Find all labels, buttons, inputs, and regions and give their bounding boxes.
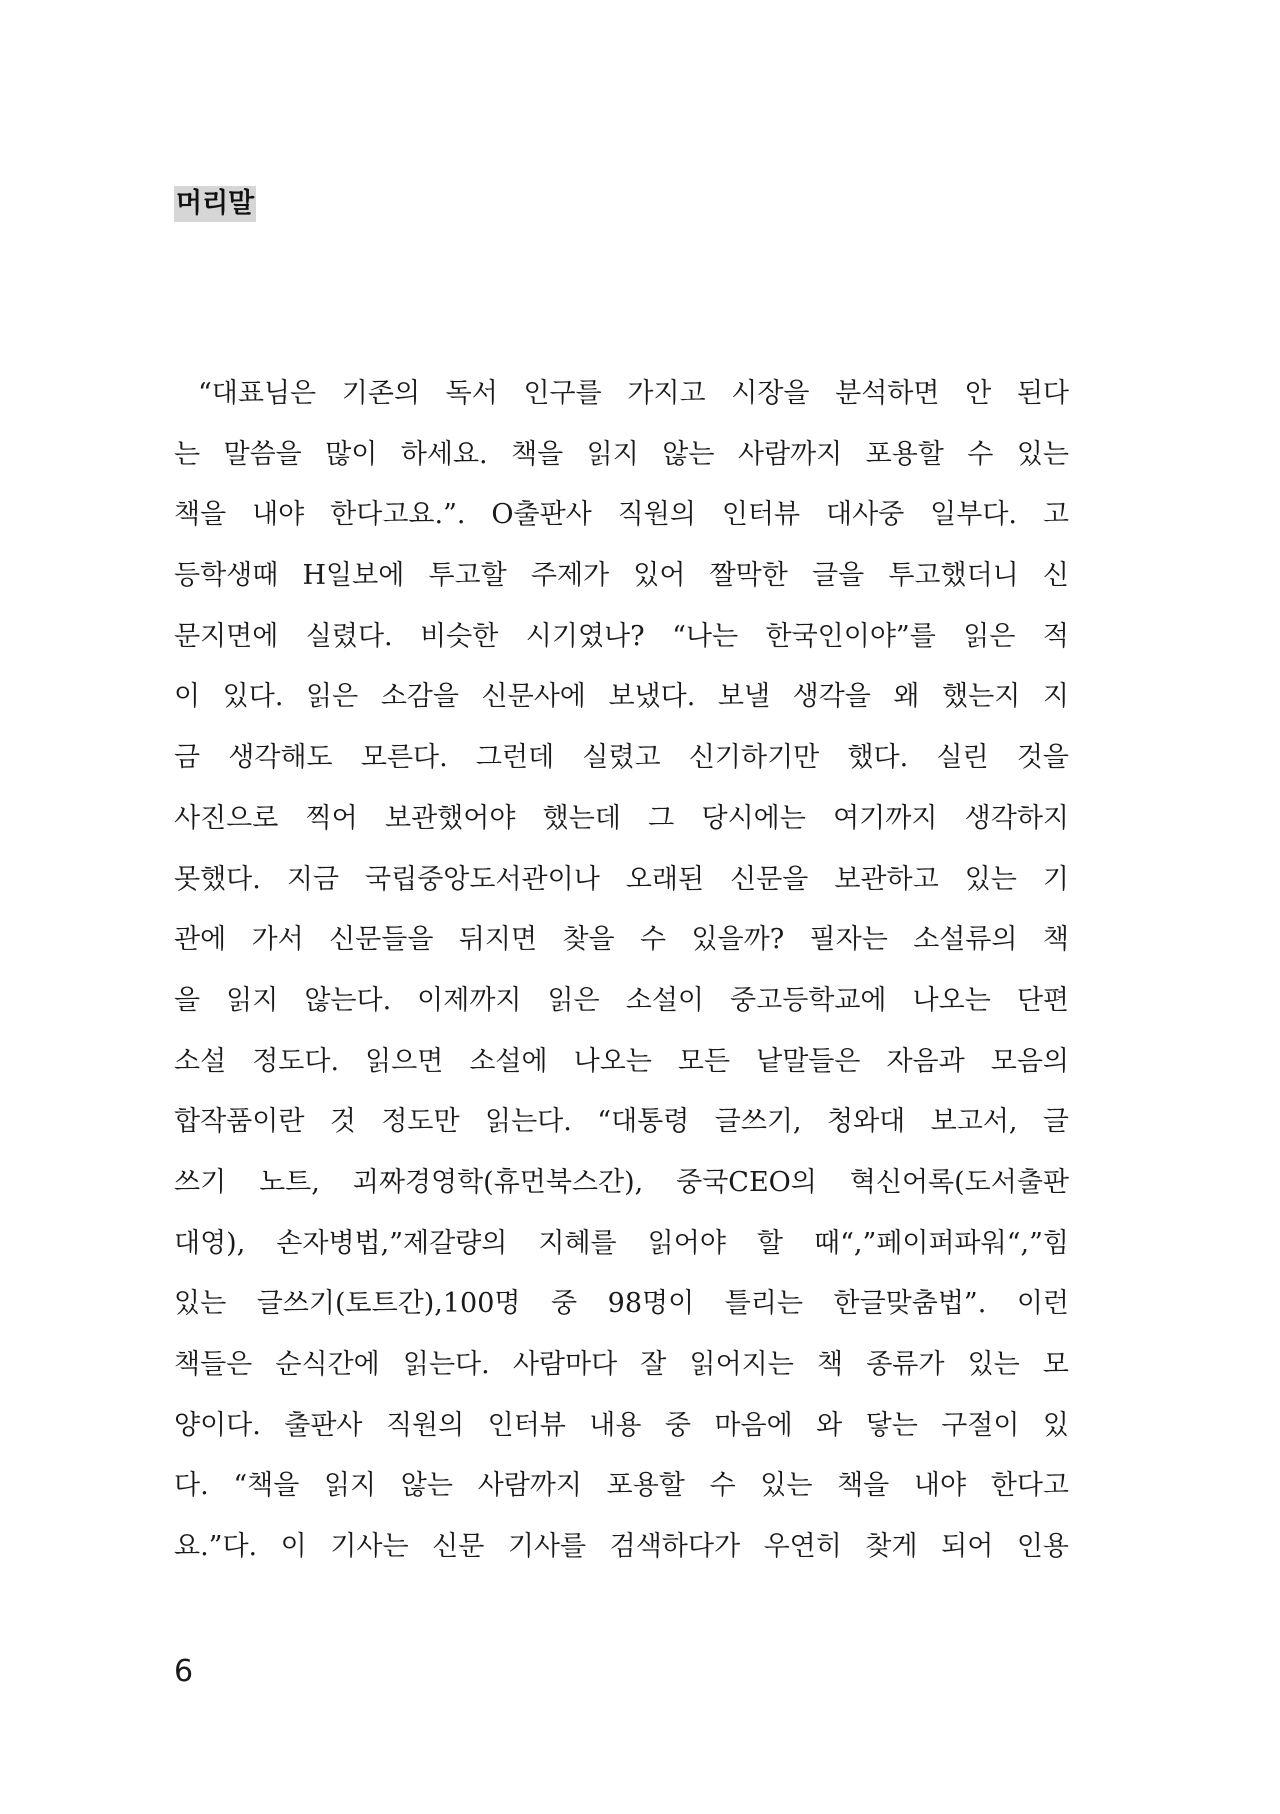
text-line: 있는 글쓰기(토트간),100명 중 98명이 틀리는 한글맞춤법”. 이런 bbox=[174, 1288, 1069, 1320]
text-line: 을 읽지 않는다. 이제까지 읽은 소설이 중고등학교에 나오는 단편 bbox=[174, 984, 1069, 1016]
text-line: 다. “책을 읽지 않는 사람까지 포용할 수 있는 책을 내야 한다고 bbox=[174, 1470, 1069, 1502]
text-line: 양이다. 출판사 직원의 인터뷰 내용 중 마음에 와 닿는 구절이 있 bbox=[174, 1409, 1069, 1441]
text-line: 대영), 손자병법,”제갈량의 지혜를 읽어야 할 때“,”페이퍼파워“,”힘 bbox=[174, 1227, 1069, 1259]
body-paragraph bbox=[174, 364, 1069, 1578]
text-line: 는 말씀을 많이 하세요. 책을 읽지 않는 사람까지 포용할 수 있는 bbox=[174, 438, 1069, 470]
text-line: 책을 내야 한다고요.”. O출판사 직원의 인터뷰 대사중 일부다. 고 bbox=[174, 499, 1069, 531]
text-line: 문지면에 실렸다. 비슷한 시기였나? “나는 한국인이야”를 읽은 적 bbox=[174, 620, 1069, 652]
text-line: 이 있다. 읽은 소감을 신문사에 보냈다. 보낼 생각을 왜 했는지 지 bbox=[174, 681, 1069, 713]
text-line: 소설 정도다. 읽으면 소설에 나오는 모든 낱말들은 자음과 모음의 bbox=[174, 1045, 1069, 1077]
text-line: 관에 가서 신문들을 뒤지면 찾을 수 있을까? 필자는 소설류의 책 bbox=[174, 924, 1069, 956]
text-line: 금 생각해도 모른다. 그런데 실렸고 신기하기만 했다. 실린 것을 bbox=[174, 742, 1069, 774]
text-line: 책들은 순식간에 읽는다. 사람마다 잘 읽어지는 책 종류가 있는 모 bbox=[174, 1349, 1069, 1380]
page-number: 6 bbox=[174, 1654, 194, 1689]
text-line: 못했다. 지금 국립중앙도서관이나 오래된 신문을 보관하고 있는 기 bbox=[174, 863, 1069, 895]
section-heading: 머리말 bbox=[174, 186, 256, 222]
text-line: 사진으로 찍어 보관했어야 했는데 그 당시에는 여기까지 생각하지 bbox=[174, 802, 1069, 834]
text-line: 요.”다. 이 기사는 신문 기사를 검색하다가 우연히 찾게 되어 인용 bbox=[174, 1531, 1069, 1563]
text-line: “대표님은 기존의 독서 인구를 가지고 시장을 분석하면 안 된다 bbox=[198, 378, 1069, 409]
text-line: 쓰기 노트, 괴짜경영학(휴먼북스간), 중국CEO의 혁신어록(도서출판 bbox=[174, 1166, 1069, 1198]
text-line: 합작품이란 것 정도만 읽는다. “대통령 글쓰기, 청와대 보고서, 글 bbox=[174, 1106, 1069, 1138]
text-line: 등학생때 H일보에 투고할 주제가 있어 짤막한 글을 투고했더니 신 bbox=[174, 560, 1069, 592]
